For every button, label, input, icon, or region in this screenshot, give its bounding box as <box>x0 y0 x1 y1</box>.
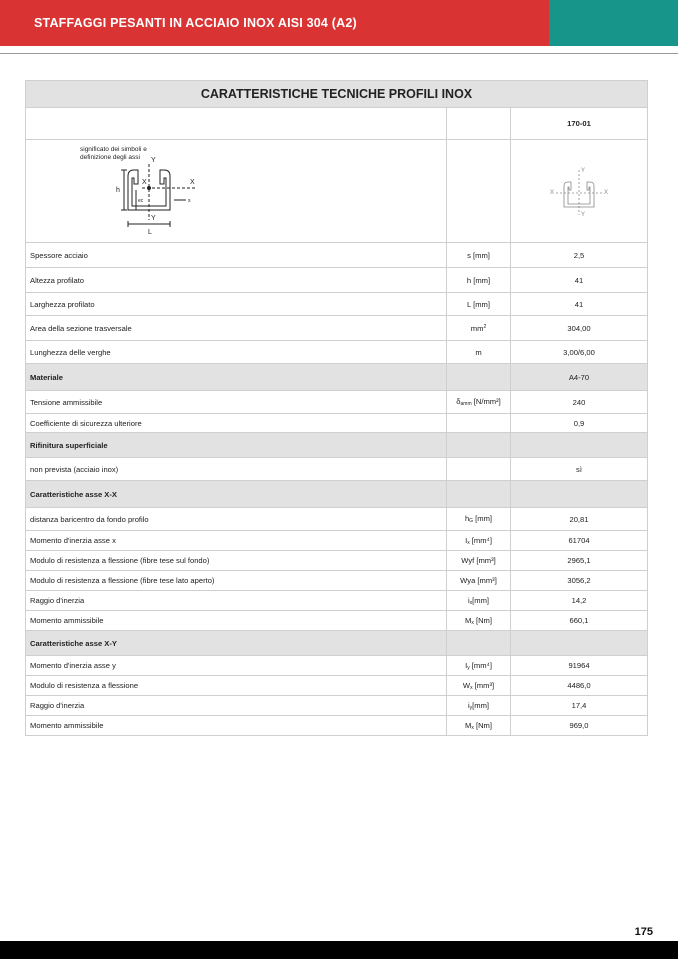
table-row: Tensione ammissibile $\delta_{amm}$ [N/mm²] 240 <box>26 391 648 414</box>
header-divider <box>0 53 678 54</box>
table-row: Momento ammissibile $M_x$ [Nm] 969,0 <box>26 716 648 736</box>
section-row-asse-xx: Caratteristiche asse X-X <box>26 481 648 508</box>
svg-text:s: s <box>188 198 191 204</box>
svg-text:ec: ec <box>138 198 144 204</box>
table-row: distanza baricentro da fondo profilo $h_G$ [mm] 20,81 <box>26 508 648 531</box>
axis-legend-text: significato dei simboli e definizione degli assi <box>80 146 147 161</box>
section-row-rifinitura: Rifinitura superficiale <box>26 433 648 458</box>
section-axes-diagram <box>86 140 216 242</box>
profile-thumbnail-cell <box>511 140 648 243</box>
svg-text:X: X <box>142 179 147 186</box>
diagram-row <box>26 140 648 243</box>
table-row: Momento d'inerzia asse x $I_x$ [mm⁴] 61704 <box>26 531 648 551</box>
table-row: Raggio d'inerzia $i_y[mm]$ 17,4 <box>26 696 648 716</box>
footer-bar <box>0 941 678 959</box>
product-code-row <box>26 108 648 140</box>
table-row: Larghezza profilato L [mm] 41 <box>26 293 648 316</box>
svg-text:X: X <box>604 190 609 196</box>
table-row: Raggio d'inerzia $i_x[mm]$ 14,2 <box>26 591 648 611</box>
table-title: CARATTERISTICHE TECNICHE PROFILI INOX <box>26 81 648 108</box>
svg-text:Y: Y <box>151 215 156 222</box>
table-row: Modulo di resistenza a flessione $W_x$ [mm³] 4486,0 <box>26 676 648 696</box>
table-row: non prevista (acciaio inox) sì <box>26 458 648 481</box>
table-row: Spessore acciaio s [mm] 2,5 <box>26 243 648 268</box>
svg-text:Y: Y <box>151 157 156 164</box>
section-row-materiale: Materiale A4-70 <box>26 364 648 391</box>
page-header-title: STAFFAGGI PESANTI IN ACCIAIO INOX AISI 304 (A2) <box>34 16 357 30</box>
svg-text:L: L <box>148 229 152 236</box>
header-teal-band <box>549 0 678 46</box>
axis-legend-cell <box>26 140 447 243</box>
table-title-row <box>26 81 648 108</box>
svg-text:Y: Y <box>581 212 586 218</box>
table-row: Lunghezza delle verghe m 3,00/6,00 <box>26 341 648 364</box>
table-row: Modulo di resistenza a flessione (fibre tese lato aperto) Wya [mm³] 3056,2 <box>26 571 648 591</box>
product-code: 170-01 <box>511 108 648 140</box>
page-number: 175 <box>634 926 653 938</box>
svg-text:X: X <box>190 179 195 186</box>
svg-text:Y: Y <box>581 168 586 174</box>
header-bar <box>0 0 678 46</box>
table-row: Momento d'inerzia asse y $I_y$ [mm⁴] 91964 <box>26 656 648 676</box>
table-row: Area della sezione trasversale $mm^2$ 304,00 <box>26 316 648 341</box>
table-row: Altezza profilato h [mm] 41 <box>26 268 648 293</box>
table-row: Coefficiente di sicurezza ulteriore 0,9 <box>26 414 648 433</box>
table-row: Modulo di resistenza a flessione (fibre tese sul fondo) Wyf [mm³] 2965,1 <box>26 551 648 571</box>
table-row: Momento ammissibile $M_x$ [Nm] 660,1 <box>26 611 648 631</box>
profile-thumbnail-icon <box>544 160 614 220</box>
centroid-icon <box>147 186 151 190</box>
spec-table <box>25 80 648 736</box>
svg-text:X: X <box>550 190 555 196</box>
svg-text:h: h <box>116 187 120 194</box>
section-row-asse-xy: Caratteristiche asse X-Y <box>26 631 648 656</box>
